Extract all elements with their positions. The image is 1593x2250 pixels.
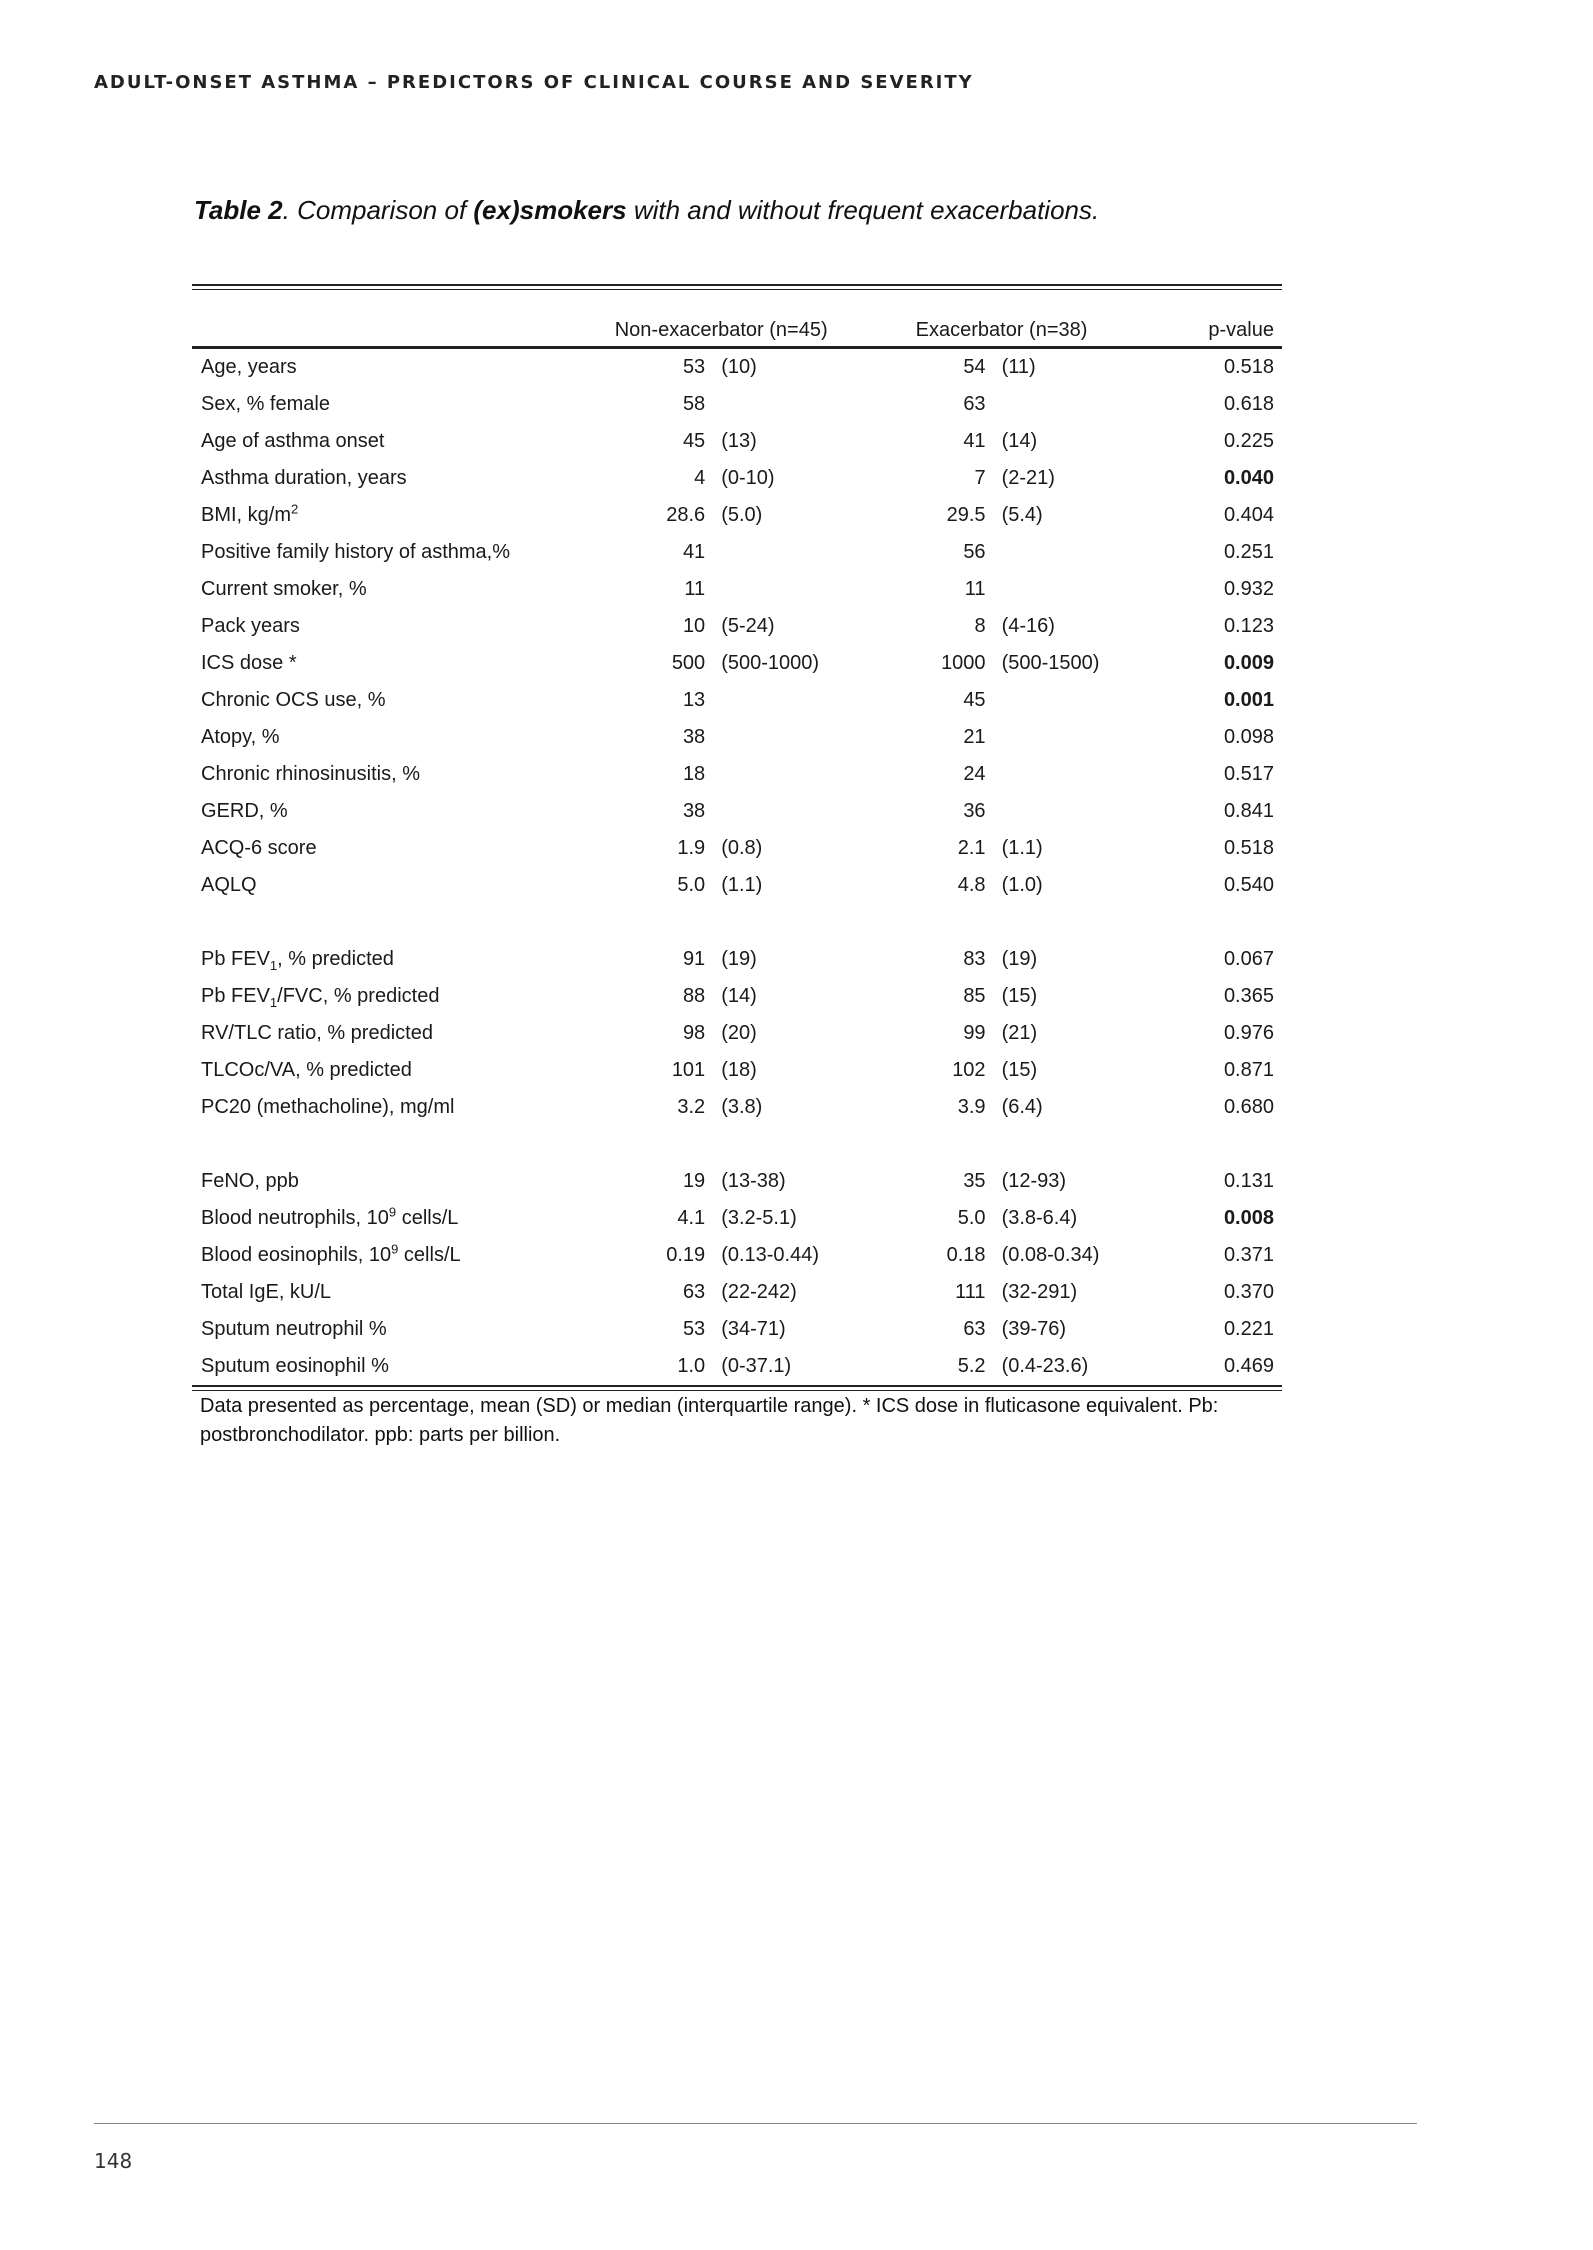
table-row xyxy=(192,830,1282,867)
row-label xyxy=(192,1052,581,1089)
row-label-suffix: /FVC, % predicted xyxy=(277,985,440,1007)
row-label xyxy=(192,571,581,608)
row-label xyxy=(192,941,581,978)
title-bold-word: (ex)smokers xyxy=(473,195,627,225)
p-value-cell: 0.871 xyxy=(1223,1059,1274,1081)
table-bottom-rule xyxy=(192,1390,1282,1391)
non-exacerbator-value: 0.19 xyxy=(666,1244,706,1266)
exacerbator-dispersion: (39-76) xyxy=(1001,1318,1067,1340)
group-spacer-cell xyxy=(192,1126,1282,1163)
row-label-text: Pb FEV xyxy=(201,948,270,970)
non-exacerbator-dispersion: (18) xyxy=(721,1059,757,1081)
table-row xyxy=(192,348,1282,387)
non-exacerbator-dispersion: (13-38) xyxy=(721,1170,786,1192)
row-label-text: Age, years xyxy=(201,356,297,378)
running-head: ADULT-ONSET ASTHMA – PREDICTORS OF CLINICAL COURSE AND SEVERITY xyxy=(94,72,974,93)
page-number: 148 xyxy=(94,2149,133,2173)
row-label-text: Age of asthma onset xyxy=(201,430,385,452)
non-exacerbator-dispersion: (3.2-5.1) xyxy=(721,1207,797,1229)
group-spacer-cell xyxy=(192,904,1282,941)
row-label-text: TLCOc/VA, % predicted xyxy=(201,1059,412,1081)
non-exacerbator-dispersion xyxy=(721,386,861,423)
table-row xyxy=(192,1348,1282,1386)
results-table-wrapper xyxy=(192,284,1282,1391)
table-row xyxy=(192,978,1282,1015)
non-exacerbator-value: 13 xyxy=(682,689,706,711)
table-body xyxy=(192,348,1282,1387)
non-exacerbator-dispersion: (13) xyxy=(721,430,757,452)
exacerbator-dispersion: (15) xyxy=(1001,985,1038,1007)
row-label-text: Pb FEV xyxy=(201,985,270,1007)
exacerbator-dispersion: (1.0) xyxy=(1001,874,1043,896)
p-value-cell: 0.251 xyxy=(1223,541,1274,563)
p-value-cell: 0.001 xyxy=(1223,689,1274,711)
non-exacerbator-value: 38 xyxy=(682,800,706,822)
non-exacerbator-value: 3.2 xyxy=(677,1096,706,1118)
table-row xyxy=(192,460,1282,497)
p-value-cell: 0.932 xyxy=(1223,578,1274,600)
row-label-text: GERD, % xyxy=(201,800,288,822)
row-label xyxy=(192,348,581,387)
header-empty-cell xyxy=(192,290,581,348)
table-row xyxy=(192,793,1282,830)
p-value-cell: 0.040 xyxy=(1223,467,1274,489)
p-value-cell: 0.370 xyxy=(1223,1281,1274,1303)
exacerbator-dispersion: (14) xyxy=(1001,430,1038,452)
p-value-cell: 0.221 xyxy=(1223,1318,1274,1340)
group-spacer-row xyxy=(192,1126,1282,1163)
p-value-cell: 0.371 xyxy=(1223,1244,1274,1266)
non-exacerbator-dispersion xyxy=(721,534,861,571)
non-exacerbator-dispersion xyxy=(721,793,861,830)
non-exacerbator-dispersion: (5-24) xyxy=(721,615,775,637)
non-exacerbator-dispersion: (5.0) xyxy=(721,504,763,526)
exacerbator-dispersion xyxy=(1002,719,1142,756)
non-exacerbator-value: 4 xyxy=(694,467,706,489)
row-label xyxy=(192,497,581,534)
exacerbator-dispersion xyxy=(1002,386,1142,423)
non-exacerbator-dispersion: (1.1) xyxy=(721,874,763,896)
exacerbator-dispersion: (2-21) xyxy=(1001,467,1055,489)
non-exacerbator-dispersion: (19) xyxy=(721,948,757,970)
exacerbator-value: 83 xyxy=(963,948,986,970)
exacerbator-value: 24 xyxy=(963,763,986,785)
non-exacerbator-dispersion: (0.13-0.44) xyxy=(721,1244,820,1266)
non-exacerbator-value: 18 xyxy=(682,763,706,785)
non-exacerbator-value: 91 xyxy=(682,948,706,970)
row-label-text: Chronic rhinosinusitis, % xyxy=(201,763,420,785)
non-exacerbator-value: 98 xyxy=(682,1022,706,1044)
non-exacerbator-value: 53 xyxy=(682,356,706,378)
row-label-suffix: cells/L xyxy=(398,1244,461,1266)
non-exacerbator-value: 11 xyxy=(684,578,706,600)
row-label xyxy=(192,1200,581,1237)
non-exacerbator-value: 53 xyxy=(682,1318,706,1340)
table-row xyxy=(192,1015,1282,1052)
exacerbator-value: 5.2 xyxy=(957,1355,986,1377)
non-exacerbator-dispersion: (0-10) xyxy=(721,467,775,489)
exacerbator-value: 21 xyxy=(963,726,986,748)
row-label xyxy=(192,793,581,830)
row-label xyxy=(192,1237,581,1274)
non-exacerbator-value: 1.0 xyxy=(677,1355,706,1377)
p-value-cell: 0.131 xyxy=(1223,1170,1274,1192)
p-value-cell: 0.618 xyxy=(1223,393,1274,415)
exacerbator-dispersion: (12-93) xyxy=(1001,1170,1067,1192)
non-exacerbator-value: 88 xyxy=(682,985,706,1007)
row-label xyxy=(192,423,581,460)
exacerbator-value: 4.8 xyxy=(957,874,986,896)
row-label xyxy=(192,682,581,719)
table-footnote: Data presented as percentage, mean (SD) or median (interquartile range). * ICS dose in fluticasone equivalent. Pb: postbronchodilator. ppb: parts per billion. xyxy=(200,1395,1219,1446)
p-value-cell: 0.225 xyxy=(1223,430,1274,452)
row-label xyxy=(192,1163,581,1200)
row-label xyxy=(192,830,581,867)
non-exacerbator-value: 41 xyxy=(682,541,706,563)
row-label xyxy=(192,608,581,645)
non-exacerbator-value: 1.9 xyxy=(677,837,706,859)
non-exacerbator-value: 500 xyxy=(671,652,706,674)
p-value-cell: 0.518 xyxy=(1223,837,1274,859)
exacerbator-dispersion: (1.1) xyxy=(1001,837,1043,859)
header-exacerbator: Exacerbator (n=38) xyxy=(915,319,1088,341)
non-exacerbator-dispersion: (0.8) xyxy=(721,837,763,859)
non-exacerbator-value: 101 xyxy=(671,1059,706,1081)
non-exacerbator-dispersion xyxy=(721,719,861,756)
exacerbator-value: 41 xyxy=(963,430,986,452)
row-label xyxy=(192,1015,581,1052)
row-label-text: ACQ-6 score xyxy=(201,837,317,859)
table-row xyxy=(192,571,1282,608)
exacerbator-dispersion xyxy=(1002,571,1142,608)
non-exacerbator-dispersion: (0-37.1) xyxy=(721,1355,792,1377)
table-row xyxy=(192,1237,1282,1274)
non-exacerbator-value: 28.6 xyxy=(666,504,706,526)
row-label-text: FeNO, ppb xyxy=(201,1170,299,1192)
exacerbator-dispersion: (0.08-0.34) xyxy=(1001,1244,1100,1266)
p-value-cell: 0.123 xyxy=(1223,615,1274,637)
exacerbator-dispersion: (11) xyxy=(1001,356,1036,378)
exacerbator-value: 99 xyxy=(963,1022,986,1044)
row-label-text: RV/TLC ratio, % predicted xyxy=(201,1022,433,1044)
non-exacerbator-value: 4.1 xyxy=(677,1207,706,1229)
row-label-text: BMI, kg/m xyxy=(201,504,292,526)
table-row xyxy=(192,1163,1282,1200)
row-label-text: Positive family history of asthma,% xyxy=(201,541,510,563)
row-label-suffix: cells/L xyxy=(396,1207,459,1229)
non-exacerbator-value: 63 xyxy=(682,1281,706,1303)
non-exacerbator-dispersion xyxy=(721,682,861,719)
row-label xyxy=(192,719,581,756)
non-exacerbator-dispersion: (20) xyxy=(721,1022,757,1044)
non-exacerbator-value: 38 xyxy=(682,726,706,748)
row-label-superscript: 9 xyxy=(391,1241,399,1257)
exacerbator-value: 1000 xyxy=(941,652,986,674)
non-exacerbator-dispersion: (14) xyxy=(721,985,757,1007)
title-text-a: . Comparison of xyxy=(282,195,474,225)
exacerbator-dispersion: (0.4-23.6) xyxy=(1001,1355,1089,1377)
exacerbator-dispersion: (32-291) xyxy=(1001,1281,1078,1303)
exacerbator-value: 63 xyxy=(963,1318,986,1340)
exacerbator-dispersion xyxy=(1002,682,1142,719)
row-label xyxy=(192,386,581,423)
table-row xyxy=(192,756,1282,793)
row-label xyxy=(192,756,581,793)
exacerbator-dispersion: (19) xyxy=(1001,948,1038,970)
row-label-text: Sex, % female xyxy=(201,393,330,415)
row-label-text: Atopy, % xyxy=(201,726,280,748)
non-exacerbator-dispersion: (500-1000) xyxy=(721,652,820,674)
group-spacer-row xyxy=(192,904,1282,941)
p-value-cell: 0.098 xyxy=(1223,726,1274,748)
non-exacerbator-dispersion: (3.8) xyxy=(721,1096,763,1118)
table-row xyxy=(192,608,1282,645)
table-row xyxy=(192,534,1282,571)
row-label xyxy=(192,1348,581,1386)
non-exacerbator-dispersion xyxy=(721,571,861,608)
non-exacerbator-dispersion: (10) xyxy=(721,356,757,378)
row-label xyxy=(192,645,581,682)
row-label-subscript: 1 xyxy=(269,995,278,1010)
table-title xyxy=(194,195,1099,226)
p-value-cell: 0.008 xyxy=(1223,1207,1274,1229)
non-exacerbator-value: 19 xyxy=(682,1170,706,1192)
p-value-cell: 0.518 xyxy=(1223,356,1274,378)
exacerbator-value: 11 xyxy=(964,578,986,600)
row-label-text: Sputum neutrophil % xyxy=(201,1318,387,1340)
exacerbator-dispersion: (15) xyxy=(1001,1059,1038,1081)
exacerbator-dispersion: (500-1500) xyxy=(1001,652,1100,674)
table-row xyxy=(192,1089,1282,1126)
table-header-row xyxy=(192,290,1282,348)
table-row xyxy=(192,1274,1282,1311)
non-exacerbator-dispersion: (22-242) xyxy=(721,1281,797,1303)
exacerbator-dispersion: (4-16) xyxy=(1001,615,1055,637)
exacerbator-value: 2.1 xyxy=(957,837,986,859)
header-p-value: p-value xyxy=(1208,319,1274,341)
p-value-cell: 0.469 xyxy=(1223,1355,1274,1377)
exacerbator-value: 29.5 xyxy=(946,504,986,526)
results-table xyxy=(192,290,1282,1387)
p-value-cell: 0.009 xyxy=(1223,652,1274,674)
row-label-text: Current smoker, % xyxy=(201,578,367,600)
p-value-cell: 0.976 xyxy=(1223,1022,1274,1044)
p-value-cell: 0.540 xyxy=(1223,874,1274,896)
exacerbator-value: 54 xyxy=(963,356,986,378)
row-label xyxy=(192,1089,581,1126)
table-row xyxy=(192,645,1282,682)
exacerbator-dispersion xyxy=(1002,756,1142,793)
exacerbator-value: 45 xyxy=(963,689,986,711)
p-value-cell: 0.517 xyxy=(1223,763,1274,785)
p-value-cell: 0.841 xyxy=(1223,800,1274,822)
table-top-rule xyxy=(192,284,1282,286)
exacerbator-value: 85 xyxy=(963,985,986,1007)
exacerbator-value: 56 xyxy=(963,541,986,563)
exacerbator-dispersion: (6.4) xyxy=(1001,1096,1043,1118)
title-text-b: with and without frequent exacerbations. xyxy=(626,195,1100,225)
row-label-superscript: 2 xyxy=(291,501,299,517)
table-row xyxy=(192,867,1282,904)
table-row xyxy=(192,497,1282,534)
exacerbator-dispersion: (21) xyxy=(1001,1022,1038,1044)
exacerbator-value: 0.18 xyxy=(946,1244,986,1266)
non-exacerbator-value: 5.0 xyxy=(677,874,706,896)
p-value-cell: 0.680 xyxy=(1223,1096,1274,1118)
row-label xyxy=(192,1311,581,1348)
table-label: Table 2 xyxy=(194,195,283,225)
table-row xyxy=(192,941,1282,978)
table-row xyxy=(192,1052,1282,1089)
row-label-text: ICS dose * xyxy=(201,652,297,674)
exacerbator-value: 8 xyxy=(974,615,986,637)
table-row xyxy=(192,1200,1282,1237)
row-label-text: Sputum eosinophil % xyxy=(201,1355,389,1377)
row-label-superscript: 9 xyxy=(388,1204,397,1220)
exacerbator-value: 102 xyxy=(952,1059,986,1081)
exacerbator-value: 7 xyxy=(974,467,986,489)
header-non-exacerbator: Non-exacerbator (n=45) xyxy=(614,319,828,341)
row-label-text: Blood neutrophils, 10 xyxy=(201,1207,389,1229)
exacerbator-value: 111 xyxy=(955,1281,986,1303)
table-row xyxy=(192,423,1282,460)
exacerbator-value: 63 xyxy=(963,393,986,415)
exacerbator-dispersion: (3.8-6.4) xyxy=(1001,1207,1078,1229)
p-value-cell: 0.067 xyxy=(1223,948,1274,970)
row-label-suffix: , % predicted xyxy=(277,948,394,970)
exacerbator-dispersion xyxy=(1002,534,1142,571)
row-label-text: PC20 (methacholine), mg/ml xyxy=(201,1096,455,1118)
non-exacerbator-dispersion: (34-71) xyxy=(721,1318,786,1340)
table-row xyxy=(192,386,1282,423)
table-row xyxy=(192,682,1282,719)
exacerbator-value: 5.0 xyxy=(957,1207,986,1229)
row-label xyxy=(192,978,581,1015)
exacerbator-value: 36 xyxy=(963,800,986,822)
row-label-text: Total IgE, kU/L xyxy=(201,1281,332,1303)
row-label-text: Asthma duration, years xyxy=(201,467,407,489)
row-label-text: Chronic OCS use, % xyxy=(201,689,386,711)
row-label xyxy=(192,1274,581,1311)
table-row xyxy=(192,719,1282,756)
row-label-text: Pack years xyxy=(201,615,300,637)
non-exacerbator-value: 58 xyxy=(682,393,706,415)
row-label-text: Blood eosinophils, 10 xyxy=(201,1244,392,1266)
row-label-subscript: 1 xyxy=(269,958,278,973)
non-exacerbator-value: 10 xyxy=(682,615,706,637)
exacerbator-dispersion xyxy=(1002,793,1142,830)
non-exacerbator-value: 45 xyxy=(682,430,706,452)
exacerbator-value: 35 xyxy=(963,1170,986,1192)
p-value-cell: 0.404 xyxy=(1223,504,1274,526)
footer-rule xyxy=(94,2123,1417,2124)
row-label xyxy=(192,534,581,571)
non-exacerbator-dispersion xyxy=(721,756,861,793)
table-row xyxy=(192,1311,1282,1348)
row-label xyxy=(192,460,581,497)
row-label xyxy=(192,867,581,904)
exacerbator-dispersion: (5.4) xyxy=(1001,504,1043,526)
exacerbator-value: 3.9 xyxy=(957,1096,986,1118)
row-label-text: AQLQ xyxy=(201,874,257,896)
p-value-cell: 0.365 xyxy=(1223,985,1274,1007)
